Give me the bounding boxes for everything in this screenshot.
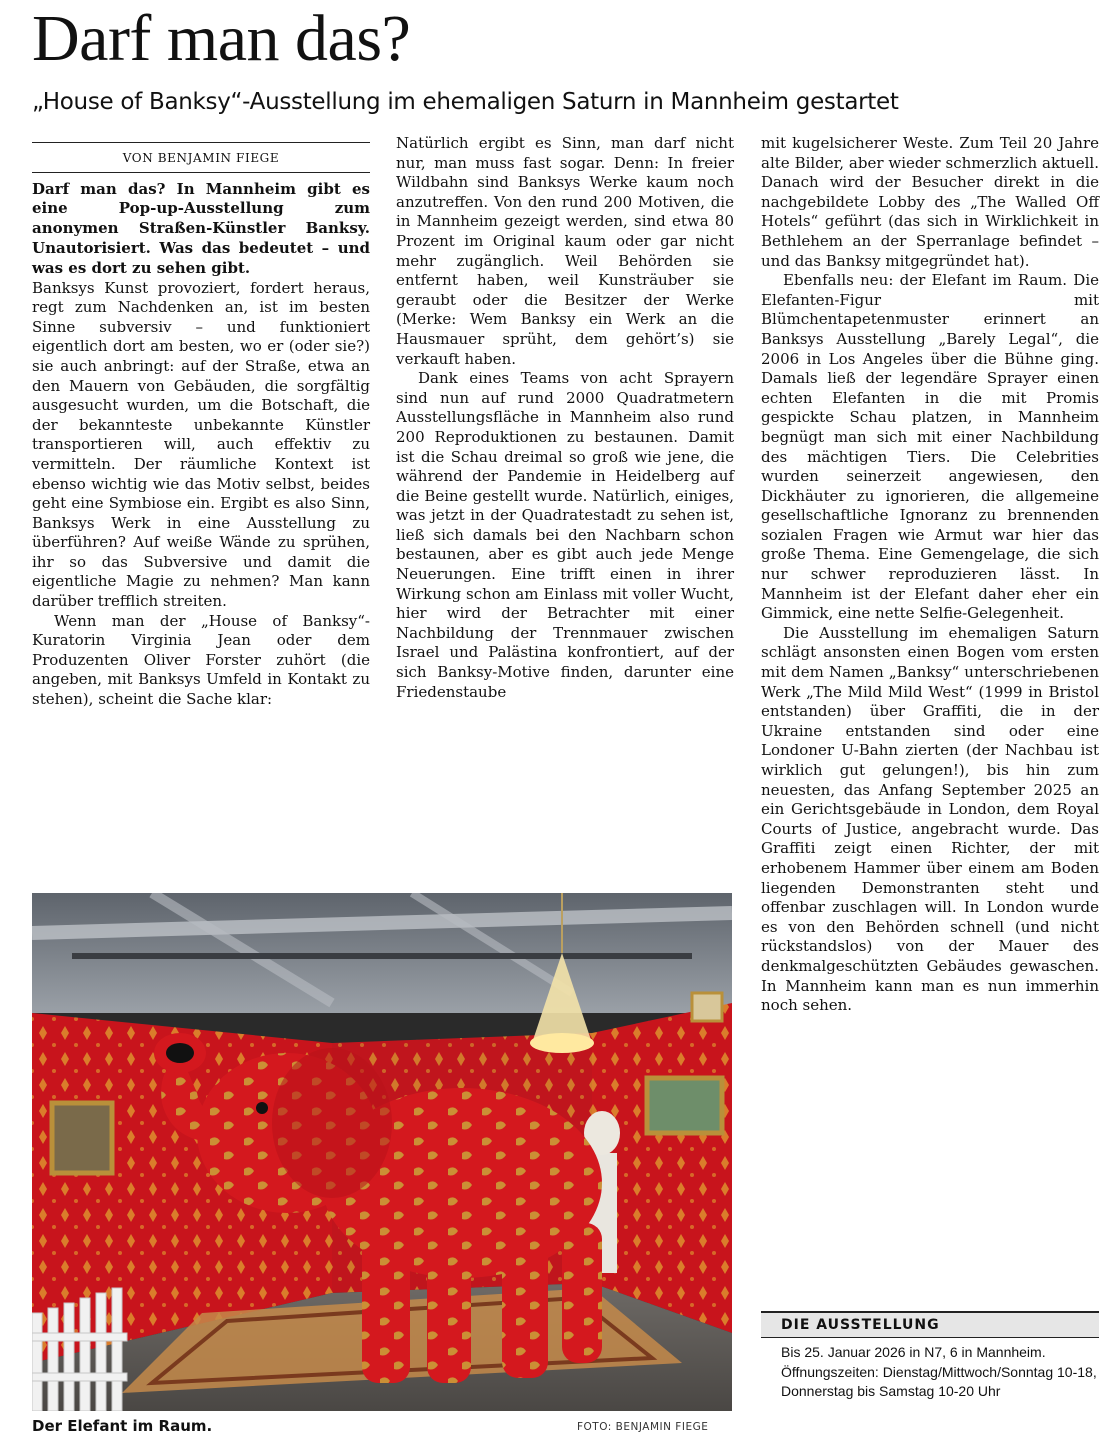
- info-box: [761, 1311, 1099, 1402]
- body-paragraph: Ebenfalls neu: der Elefant im Raum. Die Elefanten-Figur mit Blümchentapetenmuster erinnert an Banksys Ausstellung „Barely Legal“, die 2006 in Los Angeles über die Bühne ging. Damals ließ der legendäre Sprayer einen echten Elefanten in die mit Promis gespickte Schau platzen, in Mannheim begnügt man sich mit einer Nachbildung des mächtigen Tiers. Die Celebrities wurden seinerzeit angewiesen, den Dickhäuter zu ignorieren, die allgemeine gesellschaftliche Ignoranz zu brennenden sozialen Fragen wie Armut war hier das große Thema. Eine Gemengelage, die sich nur schwer reproduzieren lässt. In Mannheim ist der Elefant daher eher ein Gimmick, eine nette Selfie-Gelegenheit.: [761, 271, 1099, 623]
- article-column-1: [32, 142, 370, 710]
- byline: VON BENJAMIN FIEGE: [32, 143, 370, 173]
- body-paragraph: Natürlich ergibt es Sinn, man darf nicht nur, man muss fast sogar. Denn: In freier Wildbahn sind Banksys Werke kaum noch anzutreffen. Von den rund 200 Motiven, die in Mannheim gezeigt werden, sind etwa 80 Prozent im Original kaum oder gar nicht mehr zugänglich. Weil Behörden sie entfernt haben, weil Kunsträuber sie geraubt oder die Besitzer der Werke (Merke: Wem Banksy ein Werk an die Hausmauer sprüht, dem gehört’s) sie verkauft haben.: [396, 134, 734, 368]
- article-photo: [32, 893, 732, 1411]
- info-box-text: Bis 25. Januar 2026 in N7, 6 in Mannheim. Öffnungszeiten: Dienstag/Mittwoch/Sonntag 10-18, Donnerstag bis Samstag 10-20 Uhr: [781, 1344, 1097, 1399]
- body-paragraph: Dank eines Teams von acht Sprayern sind nun auf rund 2000 Quadratmetern Ausstellungsfläche in Mannheim also rund 200 Reproduktionen zu bestaunen. Damit ist die Schau dreimal so groß wie jene, die während der Pandemie in Heidelberg auf die Beine gestellt wurde. Natürlich, einiges, was jetzt in der Quadratestadt zu sehen ist, ließ sich damals bei den Nachbarn schon bestaunen, aber es gibt auch jede Menge Neuerungen. Eine trifft einen in ihrer Wirkung schon am Einlass mit voller Wucht, hier wird der Betrachter mit einer Nachbildung der Trennmauer zwischen Israel und Palästina konfrontiert, auf der sich Banksy-Motive finden, darunter eine Friedenstaube: [396, 369, 734, 701]
- lead-paragraph: Darf man das? In Mannheim gibt es eine Pop-up-Ausstellung zum anonymen Straßen-Künstler Banksy. Unautorisiert. Was das bedeutet – und was es dort zu sehen gibt.: [32, 179, 370, 277]
- article-column-2: [396, 134, 734, 702]
- subheadline: „House of Banksy“-Ausstellung im ehemaligen Saturn in Mannheim gestartet: [32, 89, 899, 115]
- photo-credit: FOTO: BENJAMIN FIEGE: [577, 1421, 709, 1433]
- headline: Darf man das?: [32, 2, 411, 75]
- elephant-room-illustration: [32, 893, 732, 1411]
- article-column-3: [761, 134, 1099, 1016]
- body-paragraph: mit kugelsicherer Weste. Zum Teil 20 Jahre alte Bilder, aber wieder schmerzlich aktuell. Danach wird der Besucher direkt in die nachgebildete Lobby des „The Walled Off Hotels“ geführt (das sich in Wirklichkeit in Bethlehem an der Sperranlage befindet – und das Banksy mitgegründet hat).: [761, 134, 1099, 270]
- body-paragraph: Die Ausstellung im ehemaligen Saturn schlägt ansonsten einen Bogen vom ersten mit dem Namen „Banksy“ unterschriebenen Werk „The Mild Mild West“ (1999 in Bristol entstanden) über Graffiti, die in der Ukraine entstanden sind oder eine Londoner U-Bahn zierten (der Nachbau ist wirklich gut gelungen!), bis hin zum neuesten, das Anfang September 2025 an ein Gerichtsgebäude in London, dem Royal Courts of Justice, angebracht wurde. Das Graffiti zeigt einen Richter, der mit erhobenem Hammer über einem am Boden liegenden Demonstranten steht und offenbar zuschlagen will. In London wurde es von den Behörden schnell (und nicht rückstandslos) von der Mauer des denkmalgeschützten Gebäudes gewaschen. In Mannheim kann man es nun immerhin noch sehen.: [761, 623, 1099, 1015]
- body-paragraph: Banksys Kunst provoziert, fordert heraus, regt zum Nachdenken an, ist im besten Sinne subversiv – und funktioniert eigentlich dort am besten, wo er (oder sie?) sie auch anbringt: auf der Straße, etwa an den Mauern von Gebäuden, die sorgfältig ausgesucht wurden, um die Botschaft, die der bekannteste unbekannte Künstler transportieren will, auch effektiv zu vermitteln. Der räumliche Kontext ist ebenso wichtig wie das Motiv selbst, beides geht eine Symbiose ein. Ergibt es also Sinn, Banksys Werk in eine Ausstellung zu überführen? Auf weiße Wände zu sprühen, ihr so das Subversive und damit die eigentliche Magie zu nehmen? Man kann darüber trefflich streiten.: [32, 278, 370, 611]
- photo-caption: Der Elefant im Raum.: [32, 1417, 213, 1435]
- info-box-title: DIE AUSSTELLUNG: [761, 1311, 1099, 1338]
- body-paragraph: Wenn man der „House of Banksy“-Kuratorin Virginia Jean oder dem Produzenten Oliver Forster zuhört (die angeben, mit Banksys Umfeld in Kontakt zu stehen), scheint die Sache klar:: [32, 611, 370, 709]
